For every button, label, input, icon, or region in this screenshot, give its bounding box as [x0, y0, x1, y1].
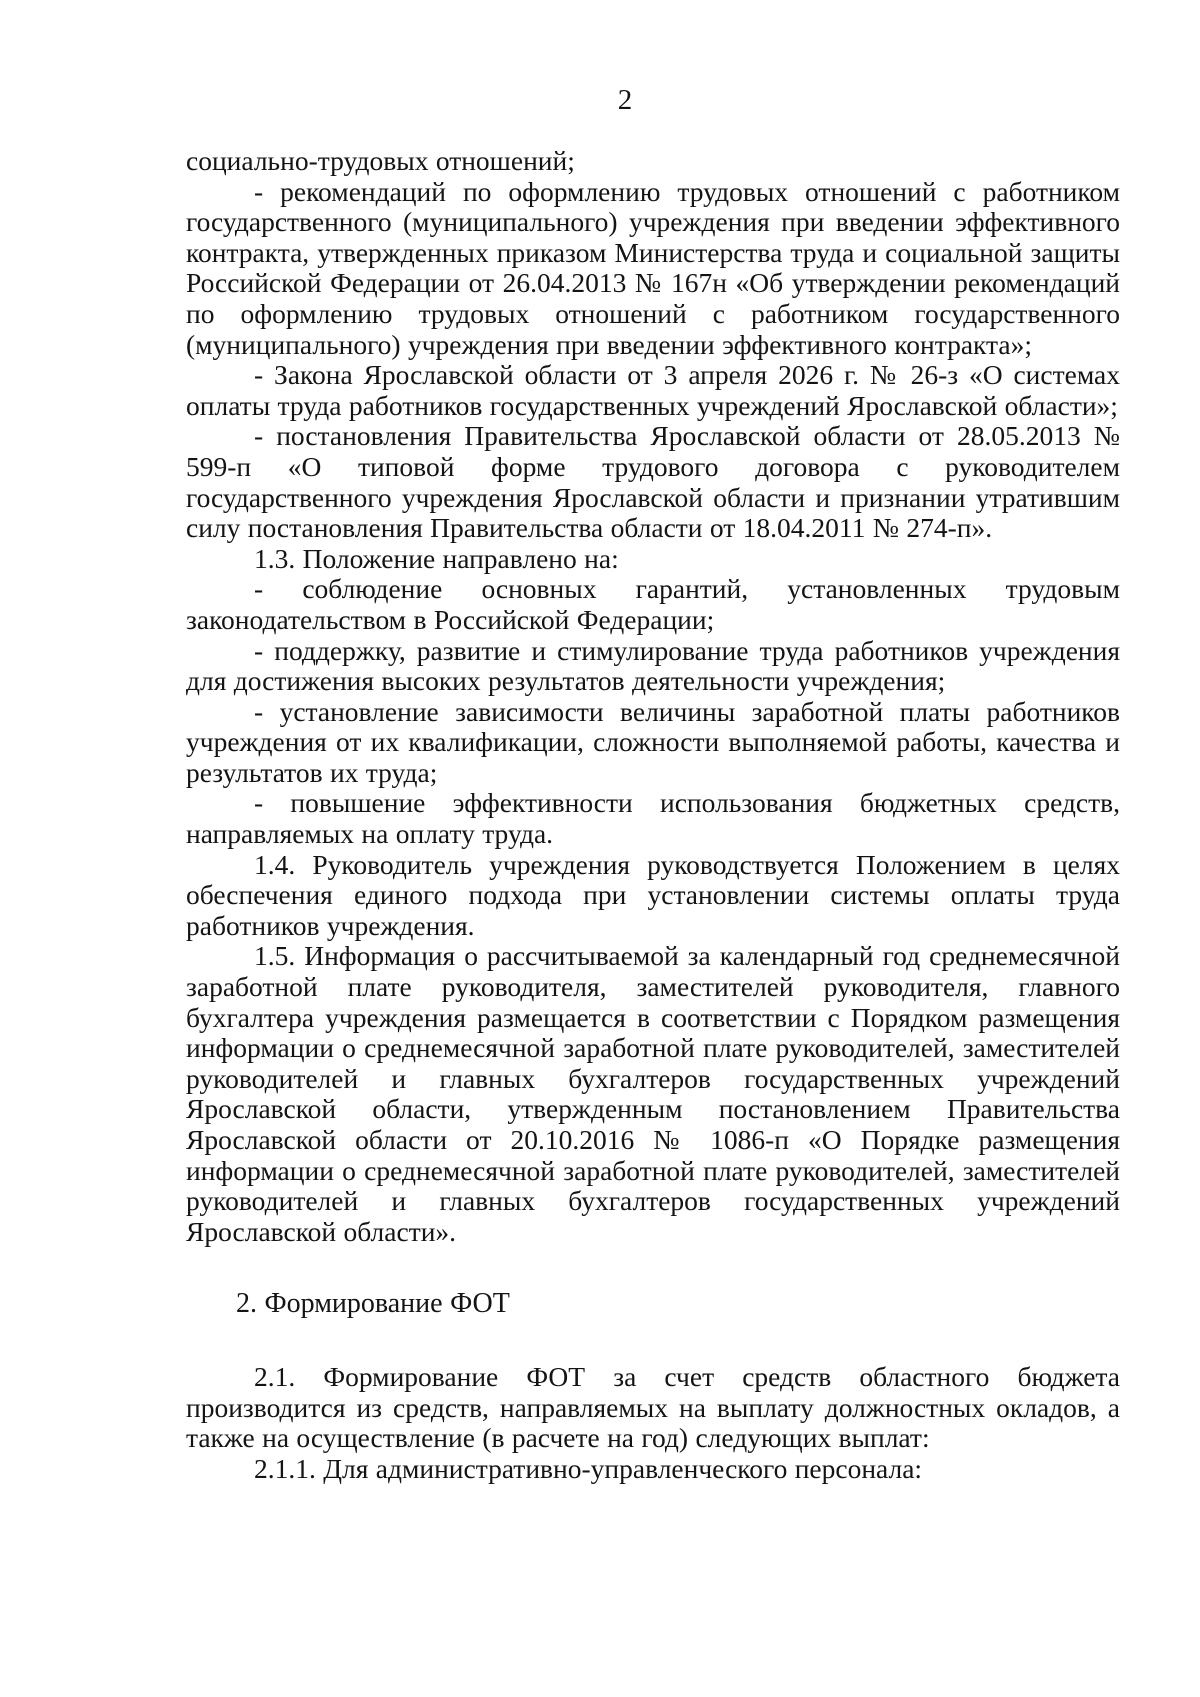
paragraph-1-5: 1.5. Информация о рассчитываемой за календарный год среднемесячной заработной плате руководителя, заместителей руководителя, главного бухгалтера учреждения размещается в соответствии с Порядком размещения информации о среднемесячной заработной плате руководителей, заместителей руководителей и главных бухгалтеров государственных учреждений Ярославской области, утвержденным постановлением Правительства Ярославской области от 20.10.2016 № 1086-п «О Порядке размещения информации о среднемесячной заработной плате руководителей, заместителей руководителей и главных бухгалтеров государственных учреждений Ярославской области». — [186, 940, 1120, 1247]
paragraph-2-1-1: 2.1.1. Для административно-управленческого персонала: — [254, 1452, 923, 1484]
paragraph-1-4: 1.4. Руководитель учреждения руководствуется Положением в целях обеспечения единого подхода при установлении системы оплаты труда работников учреждения. — [186, 848, 1120, 941]
paragraph-regional-law-item: - Закона Ярославской области от 3 апреля 2026 г. № 26-з «О системах оплаты труда работников государственных учреждений Ярославской области»; — [186, 359, 1120, 421]
paragraph-2-1: 2.1. Формирование ФОТ за счет средств областного бюджета производится из средств, направляемых на выплату должностных окладов, а также на осуществление (в расчете на год) следующих выплат: — [186, 1360, 1120, 1454]
document-body — [186, 146, 1120, 1484]
paragraph-salary-dependency-item: - установление зависимости величины заработной платы работников учреждения от их квалификации, сложности выполняемой работы, качества и результатов их труда; — [186, 695, 1120, 788]
paragraph-recommendations-item: - рекомендаций по оформлению трудовых отношений с работником государственного (муниципального) учреждения при введении эффективного контракта, утвержденных приказом Министерства труда и социальной защиты Российской Федерации от 26.04.2013 № 167н «Об утверждении рекомендаций по оформлению трудовых отношений с работником государственного (муниципального) учреждения при введении эффективного контракта»; — [186, 175, 1120, 360]
paragraph-guarantees-item: - соблюдение основных гарантий, установленных трудовым законодательством в Российской Федерации; — [186, 573, 1120, 635]
paragraph-continuation: социально-трудовых отношений; — [186, 145, 575, 176]
paragraph-support-item: - поддержку, развитие и стимулирование труда работников учреждения для достижения высоких результатов деятельности учреждения; — [186, 634, 1120, 697]
paragraph-efficiency-item: - повышение эффективности использования бюджетных средств, направляемых на оплату труда. — [186, 787, 1120, 850]
paragraph-1-3-heading: 1.3. Положение направлено на: — [254, 542, 619, 574]
section-title: 2. Формирование ФОТ — [236, 1288, 510, 1320]
paragraph-resolution-item: - постановления Правительства Ярославской области от 28.05.2013 № 599-п «О типовой форме трудового договора с руководителем государственного учреждения Ярославской области и признании утратившим силу постановления Правительства области от 18.04.2011 № 274-п». — [186, 420, 1120, 544]
page-number: 2 — [617, 84, 633, 116]
